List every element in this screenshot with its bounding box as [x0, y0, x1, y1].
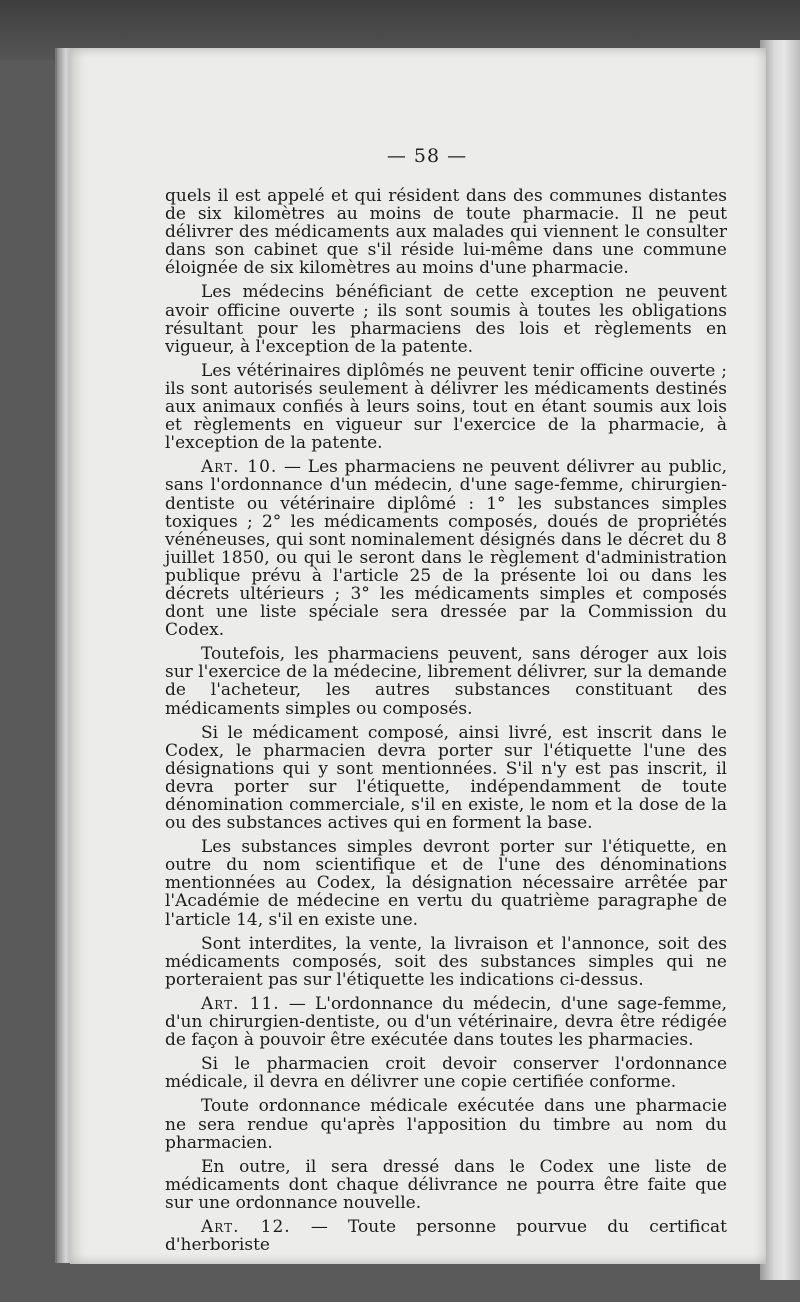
article-text: — Toute personne pourvue du certificat d'herboriste [165, 1216, 727, 1256]
paragraph: Toutefois, les pharmaciens peuvent, sans déroger aux lois sur l'exercice de la médecine, librement délivrer, sur la demande de l'acheteur, les autres substances constituant des médicaments simples ou composés. [165, 644, 727, 719]
article-paragraph [165, 458, 727, 639]
paragraph: En outre, il sera dressé dans le Codex une liste de médicaments dont chaque délivrance ne pourra être faite que sur une ordonnance nouvelle. [165, 1156, 727, 1213]
article-paragraph [165, 1218, 727, 1254]
article-text: — Les pharmaciens ne peuvent délivrer au public, sans l'ordonnance d'un médecin, d'une sage-femme, chirurgien-dentiste ou vétérinaire diplômé : 1° les substances simples toxiques ; 2° les médicaments composés, doués de propriétés vénéneuses, qui sont nominalement désignés dans le décret du 8 juillet 1850, ou qui le seront dans le règlement d'administration publique prévu à l'article 25 de la présente loi ou dans les décrets ultérieurs ; 3° les médicaments simples et composés dont une liste spéciale sera dressée par la Commission du Codex. [165, 457, 727, 641]
page-number: — 58 — [386, 145, 468, 167]
article-paragraph [165, 995, 727, 1049]
paragraph: Si le pharmacien croit devoir conserver l'ordonnance médicale, il devra en délivrer une copie certifiée conforme. [165, 1054, 727, 1093]
paragraph: Les médecins bénéficiant de cette exception ne peuvent avoir officine ouverte ; ils sont soumis à toutes les obligations résultant pour les pharmaciens des lois et règlements en vigueur, à l'exception de la patente. [165, 282, 727, 357]
book-page [70, 48, 766, 1264]
article-label: Art. 10. [201, 457, 278, 478]
paragraph: Toute ordonnance médicale exécutée dans une pharmacie ne sera rendue qu'après l'apposition du timbre au nom du pharmacien. [165, 1096, 727, 1153]
book-page-stack [760, 40, 800, 1280]
paragraph: Si le médicament composé, ainsi livré, est inscrit dans le Codex, le pharmacien devra porter sur l'étiquette l'une des désignations qui y sont mentionnées. S'il n'y est pas inscrit, il devra porter sur l'étiquette, indépendamment de toute dénomination commerciale, s'il en existe, le nom et la dose de la ou des substances actives qui en forment la base. [165, 722, 727, 834]
paragraph: Les substances simples devront porter sur l'étiquette, en outre du nom scientifique et de l'une des dénominations mentionnées au Codex, la désignation nécessaire arrêtée par l'Académie de médecine en vertu du quatrième paragraphe de l'article 14, s'il en existe une. [165, 837, 727, 930]
article-text: — L'ordonnance du médecin, d'une sage-femme, d'un chirurgien-dentiste, ou d'un vétérinaire, devra être rédigée de façon à pouvoir être exécutée dans toutes les pharmacies. [165, 993, 727, 1051]
paragraph: Les vétérinaires diplômés ne peuvent tenir officine ouverte ; ils sont autorisés seulement à délivrer les médicaments destinés aux animaux confiés à leurs soins, tout en étant soumis aux lois et règlements en vigueur sur l'exercice de la pharmacie, à l'exception de la patente. [165, 360, 727, 454]
article-label: Art. 11. [201, 993, 280, 1014]
article-label: Art. 12. [201, 1216, 291, 1237]
paragraph-continuation: quels il est appelé et qui résident dans des communes distantes de six kilomètres au moins de toute pharmacie. Il ne peut délivrer des médicaments aux malades qui viennent le consulter dans son cabinet que s'il réside lui-même dans une commune éloignée de six kilomètres au moins d'une pharmacie. [165, 186, 727, 279]
paragraph: Sont interdites, la vente, la livraison et l'annonce, soit des médicaments composés, soit des substances simples qui ne porteraient pas sur l'étiquette les indications ci-dessus. [165, 933, 727, 990]
body-text [165, 187, 727, 1254]
